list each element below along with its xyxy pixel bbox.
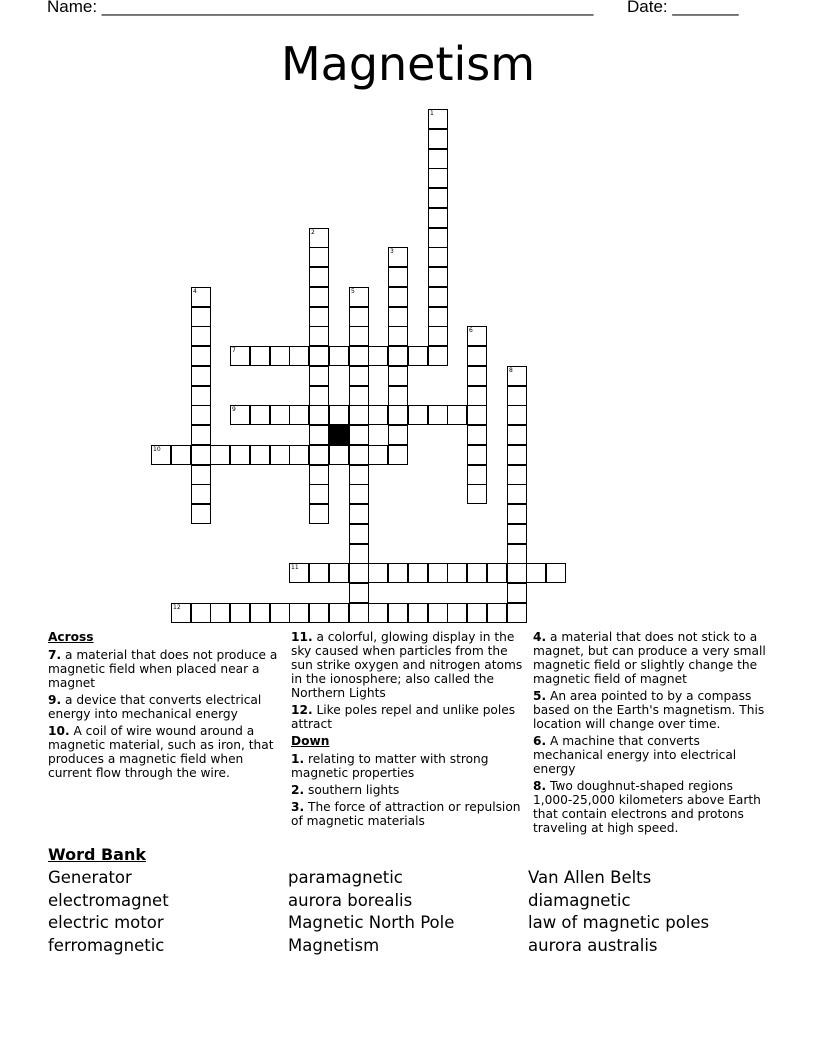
word-bank-item: paramagnetic <box>288 868 403 887</box>
clue-number: 2 <box>311 229 315 236</box>
crossword-cell[interactable] <box>270 346 290 366</box>
clue-number: 5 <box>351 288 355 295</box>
crossword-cell[interactable] <box>467 465 487 485</box>
word-bank-item: electromagnet <box>48 890 169 910</box>
crossword-cell[interactable] <box>270 405 290 425</box>
crossword-cell[interactable] <box>349 425 369 445</box>
crossword-cell[interactable] <box>289 563 309 583</box>
crossword-cell[interactable] <box>309 287 329 307</box>
clue-down-1: 1. relating to matter with strong magnetic properties <box>291 752 489 780</box>
crossword-cell[interactable] <box>368 405 388 425</box>
crossword-cell[interactable] <box>329 405 349 425</box>
crossword-cell[interactable] <box>349 583 369 603</box>
crossword-cell[interactable] <box>467 603 487 623</box>
crossword-cell[interactable] <box>191 386 211 406</box>
crossword-cell[interactable] <box>507 445 527 465</box>
clue-across-12: 12. Like poles repel and unlike poles attract <box>291 703 516 731</box>
date-field-label: Date: _______ <box>627 0 739 16</box>
crossword-cell[interactable] <box>289 445 309 465</box>
crossword-cell[interactable] <box>349 563 369 583</box>
crossword-cell[interactable] <box>329 563 349 583</box>
crossword-cell[interactable] <box>507 465 527 485</box>
crossword-cell[interactable] <box>388 563 408 583</box>
crossword-cell[interactable] <box>507 603 527 623</box>
clue-down-3: 3. The force of attraction or repulsion of magnetic materials <box>291 800 521 828</box>
crossword-cell[interactable] <box>329 445 349 465</box>
crossword-cell[interactable] <box>230 346 250 366</box>
crossword-cell[interactable] <box>191 326 211 346</box>
crossword-cell[interactable] <box>408 405 428 425</box>
crossword-cell[interactable] <box>388 386 408 406</box>
crossword-cell[interactable] <box>349 326 369 346</box>
crossword-cell[interactable] <box>349 287 369 307</box>
crossword-cell[interactable] <box>467 366 487 386</box>
crossword-cell[interactable] <box>388 346 408 366</box>
crossword-cell[interactable] <box>428 129 448 149</box>
word-bank-column-1 <box>48 867 169 958</box>
word-bank-column-2 <box>288 867 454 958</box>
crossword-cell[interactable] <box>388 267 408 287</box>
crossword-cell[interactable] <box>507 544 527 564</box>
crossword-cell[interactable] <box>289 405 309 425</box>
crossword-cell[interactable] <box>507 563 527 583</box>
word-bank-column-3 <box>528 867 709 958</box>
crossword-black-cell <box>329 425 349 445</box>
clue-down-5: 5. An area pointed to by a compass based on the Earth's magnetism. This location will change over time. <box>533 689 765 731</box>
crossword-cell[interactable] <box>309 228 329 248</box>
crossword-cell[interactable] <box>388 603 408 623</box>
crossword-cell[interactable] <box>250 445 270 465</box>
page-title: Magnetism <box>280 37 536 91</box>
crossword-cell[interactable] <box>428 149 448 169</box>
crossword-cell[interactable] <box>428 208 448 228</box>
crossword-cell[interactable] <box>428 109 448 129</box>
word-bank-item: electric motor <box>48 913 164 933</box>
crossword-cell[interactable] <box>507 386 527 406</box>
down-heading: Down <box>291 734 330 748</box>
crossword-cell[interactable] <box>447 563 467 583</box>
crossword-cell[interactable] <box>309 386 329 406</box>
crossword-cell[interactable] <box>388 287 408 307</box>
crossword-cell[interactable] <box>507 366 527 386</box>
crossword-cell[interactable] <box>191 445 211 465</box>
crossword-cell[interactable] <box>230 405 250 425</box>
crossword-cell[interactable] <box>309 366 329 386</box>
clue-number: 4 <box>193 288 197 295</box>
crossword-cell[interactable] <box>349 405 369 425</box>
clue-down-2: 2. southern lights <box>291 783 400 797</box>
clue-down-8: 8. Two doughnut-shaped regions 1,000-25,000 kilometers above Earth that contain electrons and protons traveling at high speed. <box>533 779 761 835</box>
crossword-cell[interactable] <box>428 346 448 366</box>
crossword-cell[interactable] <box>368 346 388 366</box>
crossword-cell[interactable] <box>507 425 527 445</box>
crossword-cell[interactable] <box>250 603 270 623</box>
crossword-cell[interactable] <box>250 405 270 425</box>
crossword-cell[interactable] <box>428 267 448 287</box>
crossword-cell[interactable] <box>270 445 290 465</box>
word-bank-item: aurora australis <box>528 936 658 956</box>
crossword-cell[interactable] <box>210 603 230 623</box>
clue-across-9: 9. a device that converts electrical energy into mechanical energy <box>48 693 262 721</box>
crossword-cell[interactable] <box>349 504 369 524</box>
clue-down-6: 6. A machine that converts mechanical energy into electrical energy <box>533 734 737 776</box>
crossword-cell[interactable] <box>230 445 250 465</box>
crossword-cell[interactable] <box>467 563 487 583</box>
word-bank-title: Word Bank <box>48 845 147 864</box>
crossword-cell[interactable] <box>329 346 349 366</box>
word-bank-item: Magnetic North Pole <box>288 913 455 933</box>
clue-across-11: 11. a colorful, glowing display in the sky caused when particles from the sun strike oxygen and nitrogen atoms in the ionosphere; also called the Northern Lights <box>291 630 523 700</box>
crossword-cell[interactable] <box>191 366 211 386</box>
crossword-cell[interactable] <box>230 603 250 623</box>
crossword-cell[interactable] <box>467 484 487 504</box>
crossword-cell[interactable] <box>428 287 448 307</box>
crossword-cell[interactable] <box>507 583 527 603</box>
clue-number: 8 <box>509 367 513 374</box>
crossword-cell[interactable] <box>250 346 270 366</box>
crossword-cell[interactable] <box>388 405 408 425</box>
crossword-cell[interactable] <box>428 405 448 425</box>
crossword-cell[interactable] <box>309 307 329 327</box>
crossword-cell[interactable] <box>309 504 329 524</box>
crossword-cell[interactable] <box>191 504 211 524</box>
crossword-cell[interactable] <box>467 326 487 346</box>
crossword-cell[interactable] <box>467 405 487 425</box>
crossword-cell[interactable] <box>388 247 408 267</box>
crossword-cell[interactable] <box>428 168 448 188</box>
crossword-cell[interactable] <box>526 563 546 583</box>
crossword-cell[interactable] <box>349 465 369 485</box>
crossword-cell[interactable] <box>309 267 329 287</box>
crossword-cell[interactable] <box>428 603 448 623</box>
crossword-cell[interactable] <box>349 524 369 544</box>
crossword-cell[interactable] <box>388 366 408 386</box>
crossword-cell[interactable] <box>191 425 211 445</box>
word-bank-item: Magnetism <box>288 936 380 956</box>
crossword-cell[interactable] <box>151 445 171 465</box>
crossword-cell[interactable] <box>349 346 369 366</box>
crossword-cell[interactable] <box>467 386 487 406</box>
crossword-cell[interactable] <box>349 603 369 623</box>
clue-column-2 <box>291 630 523 831</box>
crossword-cell[interactable] <box>210 445 230 465</box>
crossword-cell[interactable] <box>546 563 566 583</box>
crossword-cell[interactable] <box>487 563 507 583</box>
word-bank-item: law of magnetic poles <box>528 913 710 933</box>
crossword-cell[interactable] <box>349 445 369 465</box>
clue-across-7: 7. a material that does not produce a magnetic field when placed near a magnet <box>48 648 278 690</box>
crossword-cell[interactable] <box>349 484 369 504</box>
crossword-cell[interactable] <box>289 603 309 623</box>
crossword-cell[interactable] <box>408 603 428 623</box>
crossword-cell[interactable] <box>309 326 329 346</box>
crossword-cell[interactable] <box>507 504 527 524</box>
crossword-cell[interactable] <box>487 603 507 623</box>
word-bank-item: diamagnetic <box>528 890 631 910</box>
name-field-label: Name: ____________________________________________________ <box>47 0 594 16</box>
crossword-cell[interactable] <box>191 287 211 307</box>
crossword-cell[interactable] <box>191 307 211 327</box>
crossword-cell[interactable] <box>368 603 388 623</box>
crossword-cell[interactable] <box>408 563 428 583</box>
crossword-cell[interactable] <box>309 603 329 623</box>
crossword-cell[interactable] <box>191 484 211 504</box>
crossword-cell[interactable] <box>507 484 527 504</box>
crossword-cell[interactable] <box>349 544 369 564</box>
crossword-cell[interactable] <box>349 366 369 386</box>
crossword-cell[interactable] <box>171 445 191 465</box>
crossword-cell[interactable] <box>329 603 349 623</box>
clue-column-1 <box>48 630 284 783</box>
crossword-cell[interactable] <box>428 307 448 327</box>
crossword-cell[interactable] <box>309 247 329 267</box>
crossword-cell[interactable] <box>447 603 467 623</box>
clue-number: 1 <box>430 110 434 117</box>
clue-down-4: 4. a material that does not stick to a magnet, but can produce a very small magnetic field or slightly change the magnetic field of magnet <box>533 630 766 686</box>
crossword-cell[interactable] <box>309 465 329 485</box>
clue-number: 11 <box>291 564 299 571</box>
crossword-cell[interactable] <box>467 445 487 465</box>
crossword-cell[interactable] <box>191 603 211 623</box>
crossword-cell[interactable] <box>368 445 388 465</box>
crossword-cell[interactable] <box>428 563 448 583</box>
crossword-cell[interactable] <box>309 445 329 465</box>
crossword-cell[interactable] <box>368 563 388 583</box>
clue-number: 7 <box>232 347 236 354</box>
clue-number: 6 <box>469 327 473 334</box>
word-bank-item: Van Allen Belts <box>528 868 652 887</box>
clue-column-3 <box>533 630 769 838</box>
crossword-cell[interactable] <box>408 346 428 366</box>
crossword-cell[interactable] <box>309 405 329 425</box>
crossword-cell[interactable] <box>447 405 467 425</box>
crossword-cell[interactable] <box>349 386 369 406</box>
crossword-cell[interactable] <box>507 524 527 544</box>
crossword-cell[interactable] <box>388 425 408 445</box>
crossword-cell[interactable] <box>507 405 527 425</box>
crossword-cell[interactable] <box>428 188 448 208</box>
crossword-cell[interactable] <box>428 326 448 346</box>
crossword-cell[interactable] <box>191 465 211 485</box>
crossword-cell[interactable] <box>467 425 487 445</box>
crossword-cell[interactable] <box>270 603 290 623</box>
clue-across-10: 10. A coil of wire wound around a magnetic material, such as iron, that produces a magnetic field when current flow through the wire. <box>48 724 274 780</box>
crossword-cell[interactable] <box>428 247 448 267</box>
crossword-cell[interactable] <box>289 346 309 366</box>
clue-number: 9 <box>232 406 236 413</box>
crossword-cell[interactable] <box>428 228 448 248</box>
crossword-cell[interactable] <box>309 484 329 504</box>
crossword-cell[interactable] <box>191 405 211 425</box>
crossword-cell[interactable] <box>388 445 408 465</box>
word-bank-item: aurora borealis <box>288 890 413 910</box>
word-bank-item: ferromagnetic <box>48 936 165 956</box>
clue-number: 3 <box>390 248 394 255</box>
crossword-cell[interactable] <box>467 346 487 366</box>
word-bank-item: Generator <box>48 868 132 887</box>
crossword-cell[interactable] <box>171 603 191 623</box>
crossword-cell[interactable] <box>388 326 408 346</box>
crossword-cell[interactable] <box>191 346 211 366</box>
crossword-cell[interactable] <box>388 307 408 327</box>
clue-number: 10 <box>153 446 161 453</box>
crossword-cell[interactable] <box>309 563 329 583</box>
crossword-cell[interactable] <box>349 307 369 327</box>
across-heading: Across <box>48 630 94 644</box>
clue-number: 12 <box>173 604 181 611</box>
crossword-cell[interactable] <box>309 425 329 445</box>
crossword-cell[interactable] <box>309 346 329 366</box>
